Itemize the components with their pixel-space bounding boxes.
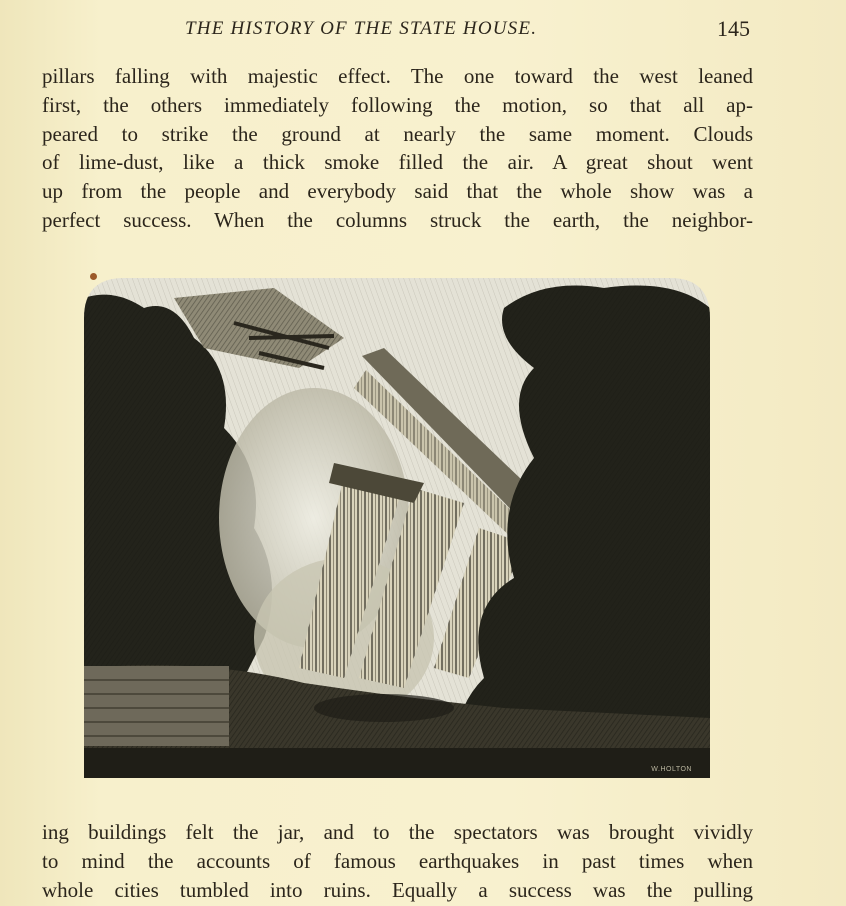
- paragraph-below-figure: [42, 818, 753, 904]
- engraver-signature: W.HOLTON: [651, 766, 692, 773]
- text-line: first, the others immediately following the motion, so that all ap-: [42, 92, 753, 117]
- running-head: [40, 12, 760, 46]
- text-line: whole cities tumbled into ruins. Equally a success was the pulling: [42, 877, 753, 902]
- text-line: up from the people and everybody said that the whole show was a: [42, 179, 753, 204]
- running-title: THE HISTORY OF THE STATE HOUSE.: [185, 18, 538, 39]
- text-line: peared to strike the ground at nearly the same moment. Clouds: [42, 121, 753, 146]
- paragraph-above-figure: [42, 62, 753, 235]
- text-line: to mind the accounts of famous earthquakes in past times when: [42, 848, 753, 873]
- text-line: perfect success. When the columns struck the earth, the neighbor-: [42, 207, 753, 232]
- engraving-illustration: [84, 278, 710, 778]
- text-line: ing buildings felt the jar, and to the spectators was brought vividly: [42, 820, 753, 844]
- page-number: 145: [717, 16, 750, 41]
- text-line: of lime-dust, like a thick smoke filled the air. A great shout went: [42, 150, 753, 175]
- engraving-svg: [84, 278, 710, 778]
- text-line: pillars falling with majestic effect. The one toward the west leaned: [42, 64, 753, 88]
